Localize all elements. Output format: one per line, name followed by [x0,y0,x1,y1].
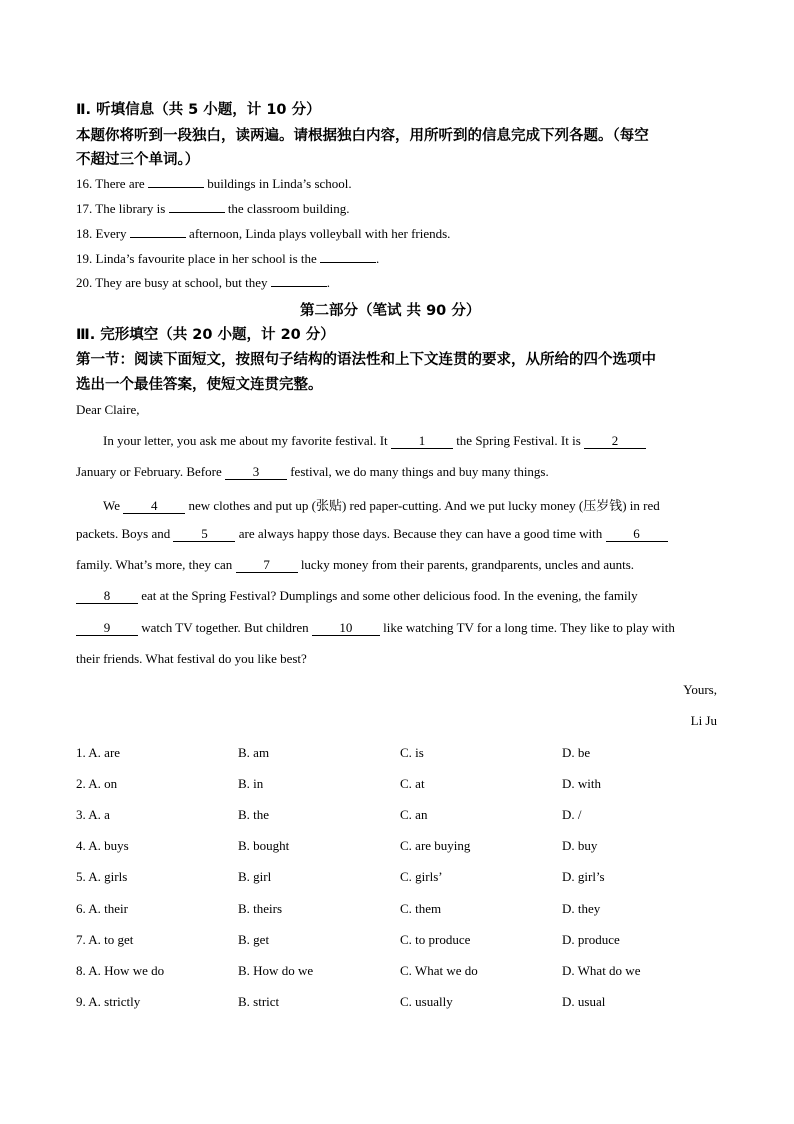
option-2-B[interactable]: B. in [238,776,264,791]
option-8-A[interactable]: 8. A. How we do [76,963,165,978]
option-1-D[interactable]: D. be [562,745,591,760]
letter-line-4: packets. Boys and 5 are always happy those days. Because they can have a good time with 6 [76,526,668,542]
option-4-C[interactable]: C. are buying [400,838,471,853]
answer-blank-18[interactable] [130,237,186,238]
option-9-C[interactable]: C. usually [400,994,453,1009]
section3-instruction-line2: 选出一个最佳答案，使短文连贯完整。 [76,377,323,393]
section2-instruction-line1: 本题你将听到一段独白，读两遍。请根据独白内容，用所听到的信息完成下列各题。（每空 [76,128,649,144]
cloze-blank-7[interactable]: 7 [236,558,298,573]
option-2-D[interactable]: D. with [562,776,601,791]
section2-instruction-line2: 不超过三个单词。） [76,152,200,168]
cloze-blank-5[interactable]: 5 [173,527,235,542]
cloze-blank-2[interactable]: 2 [584,434,646,449]
answer-blank-16[interactable] [148,187,204,188]
question-16: 16. There are buildings in Linda’s school. [76,176,352,191]
letter-line-8: their friends. What festival do you like best? [76,651,307,666]
option-8-C[interactable]: C. What we do [400,963,478,978]
question-19: 19. Linda’s favourite place in her school is the . [76,251,380,266]
option-2-A[interactable]: 2. A. on [76,776,118,791]
letter-closing: Yours, [683,682,717,697]
answer-blank-19[interactable] [320,262,376,263]
option-6-D[interactable]: D. they [562,901,601,916]
question-20: 20. They are busy at school, but they . [76,275,330,290]
letter-line-3: We 4 new clothes and put up (张贴) red paper-cutting. And we put lucky money (压岁钱) in red [103,498,660,513]
option-6-C[interactable]: C. them [400,901,442,916]
option-1-C[interactable]: C. is [400,745,424,760]
option-9-B[interactable]: B. strict [238,994,280,1009]
option-5-C[interactable]: C. girls’ [400,869,443,884]
letter-line-2: January or February. Before 3 festival, we do many things and buy many things. [76,464,549,479]
cloze-blank-1[interactable]: 1 [391,434,453,449]
option-2-C[interactable]: C. at [400,776,425,791]
option-5-A[interactable]: 5. A. girls [76,869,128,884]
option-4-A[interactable]: 4. A. buys [76,838,129,853]
letter-salutation: Dear Claire, [76,402,140,417]
cloze-blank-8[interactable]: 8 [76,589,138,604]
answer-blank-17[interactable] [169,212,225,213]
option-6-A[interactable]: 6. A. their [76,901,128,916]
option-3-B[interactable]: B. the [238,807,270,822]
option-7-B[interactable]: B. get [238,932,270,947]
cloze-blank-4[interactable]: 4 [123,499,185,514]
part2-title: 第二部分（笔试 共 90 分） [300,303,481,319]
option-8-D[interactable]: D. What do we [562,963,641,978]
option-4-B[interactable]: B. bought [238,838,290,853]
question-17: 17. The library is the classroom building. [76,201,350,216]
option-3-A[interactable]: 3. A. a [76,807,110,822]
cloze-blank-6[interactable]: 6 [606,527,668,542]
option-7-A[interactable]: 7. A. to get [76,932,134,947]
answer-blank-20[interactable] [271,286,327,287]
option-8-B[interactable]: B. How do we [238,963,314,978]
option-6-B[interactable]: B. theirs [238,901,283,916]
letter-signature: Li Ju [690,713,717,728]
option-9-D[interactable]: D. usual [562,994,606,1009]
option-1-B[interactable]: B. am [238,745,270,760]
option-5-D[interactable]: D. girl’s [562,869,605,884]
letter-line-1: In your letter, you ask me about my favorite festival. It 1 the Spring Festival. It is 2 [103,433,646,449]
option-3-C[interactable]: C. an [400,807,428,822]
cloze-blank-9[interactable]: 9 [76,621,138,636]
section3-heading: Ⅲ. 完形填空（共 20 小题，计 20 分） [76,327,335,343]
letter-line-7: 9 watch TV together. But children 10 like watching TV for a long time. They like to play with [76,620,675,636]
cloze-blank-3[interactable]: 3 [225,465,287,480]
option-5-B[interactable]: B. girl [238,869,272,884]
cloze-blank-10[interactable]: 10 [312,621,380,636]
question-18: 18. Every afternoon, Linda plays volleyball with her friends. [76,226,451,241]
option-4-D[interactable]: D. buy [562,838,598,853]
option-7-C[interactable]: C. to produce [400,932,471,947]
option-3-D[interactable]: D. / [562,807,582,822]
section2-heading: Ⅱ. 听填信息（共 5 小题，计 10 分） [76,102,321,118]
letter-line-6: 8 eat at the Spring Festival? Dumplings and some other delicious food. In the evening, the family [76,588,638,604]
section3-instruction-line1: 第一节：阅读下面短文，按照句子结构的语法性和上下文连贯的要求，从所给的四个选项中 [76,352,656,368]
option-7-D[interactable]: D. produce [562,932,620,947]
option-1-A[interactable]: 1. A. are [76,745,121,760]
option-9-A[interactable]: 9. A. strictly [76,994,141,1009]
letter-line-5: family. What’s more, they can 7 lucky money from their parents, grandparents, uncles and aunts. [76,557,635,572]
